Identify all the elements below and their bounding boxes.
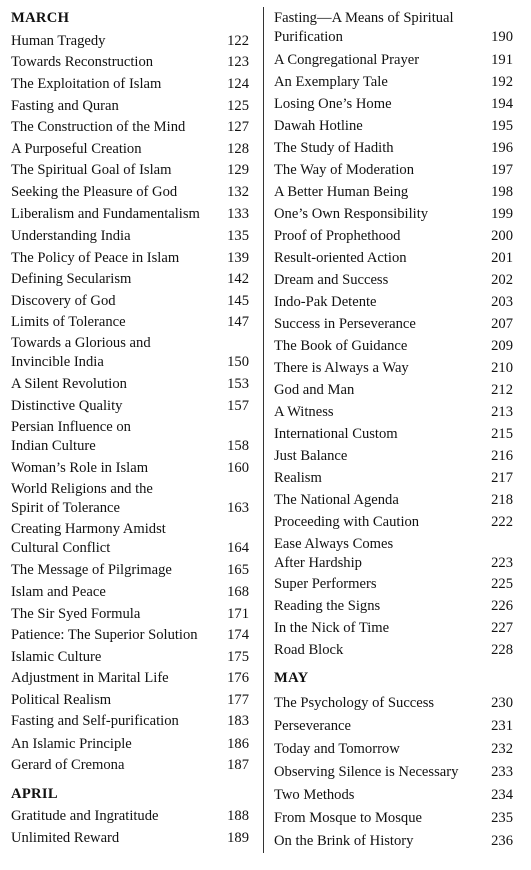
entry-page-number: 188 — [227, 808, 249, 824]
entry-page-number: 132 — [227, 184, 249, 200]
may-heading: MAY — [274, 670, 309, 686]
entry-page-number: 209 — [491, 338, 513, 354]
toc-entry[interactable] — [11, 583, 249, 602]
entry-title: Realism — [274, 470, 322, 486]
toc-entry[interactable] — [11, 118, 249, 137]
toc-entry[interactable] — [274, 786, 513, 805]
entry-page-number: 175 — [227, 649, 249, 665]
toc-entry[interactable] — [11, 97, 249, 116]
toc-entry[interactable] — [274, 51, 513, 70]
toc-entry[interactable] — [274, 447, 513, 466]
entry-title: Result-oriented Action — [274, 250, 407, 266]
entry-page-number: 213 — [491, 404, 513, 420]
entry-page-number: 194 — [491, 96, 513, 112]
entry-title: Perseverance — [274, 718, 351, 734]
entry-page-number: 198 — [491, 184, 513, 200]
entry-title: Patience: The Superior Solution — [11, 627, 198, 643]
entry-title: A Better Human Being — [274, 184, 409, 200]
entry-page-number: 234 — [491, 787, 513, 803]
entry-title: The Book of Guidance — [274, 338, 408, 354]
entry-title: The Exploitation of Islam — [11, 76, 162, 92]
entry-title: Human Tragedy — [11, 33, 106, 49]
toc-entry[interactable] — [274, 9, 513, 47]
entry-page-number: 233 — [491, 764, 513, 780]
toc-entry[interactable] — [11, 334, 249, 372]
toc-entry[interactable] — [274, 740, 513, 759]
entry-title: The Way of Moderation — [274, 162, 414, 178]
entry-title: Creating Harmony Amidst — [11, 521, 166, 537]
entry-title: The Policy of Peace in Islam — [11, 250, 180, 266]
entry-title: Gratitude and Ingratitude — [11, 808, 159, 824]
entry-title: International Custom — [274, 426, 398, 442]
toc-entry[interactable] — [11, 756, 249, 775]
toc-entry[interactable] — [11, 270, 249, 289]
entry-page-number: 189 — [227, 830, 249, 846]
toc-entry[interactable] — [11, 227, 249, 246]
entry-page-number: 187 — [227, 757, 249, 773]
entry-title: Fasting—A Means of Spiritual — [274, 10, 454, 26]
entry-page-number: 165 — [227, 562, 249, 578]
entry-title: Gerard of Cremona — [11, 757, 125, 773]
toc-entry[interactable] — [11, 140, 249, 159]
toc-entry[interactable] — [274, 249, 513, 268]
entry-title: On the Brink of History — [274, 833, 414, 849]
toc-entry[interactable] — [274, 425, 513, 444]
toc-entry[interactable] — [274, 619, 513, 638]
entry-page-number: 171 — [227, 606, 249, 622]
toc-entry[interactable] — [274, 832, 513, 851]
toc-entry[interactable] — [11, 605, 249, 624]
entry-page-number: 202 — [491, 272, 513, 288]
toc-entry[interactable] — [274, 95, 513, 114]
column-divider — [263, 7, 264, 853]
toc-entry[interactable] — [274, 183, 513, 202]
toc-entry[interactable] — [11, 480, 249, 518]
entry-title: Fasting and Quran — [11, 98, 119, 114]
entry-page-number: 157 — [227, 398, 249, 414]
entry-title: The Sir Syed Formula — [11, 606, 141, 622]
entry-page-number: 139 — [227, 250, 249, 266]
entry-title: The Construction of the Mind — [11, 119, 186, 135]
entry-title: Distinctive Quality — [11, 398, 123, 414]
entry-title: Dream and Success — [274, 272, 389, 288]
entry-page-number: 123 — [227, 54, 249, 70]
entry-page-number: 127 — [227, 119, 249, 135]
entry-page-number: 212 — [491, 382, 513, 398]
entry-title: Islamic Culture — [11, 649, 102, 665]
entry-page-number: 200 — [491, 228, 513, 244]
entry-page-number: 218 — [491, 492, 513, 508]
toc-entry[interactable] — [274, 337, 513, 356]
entry-title: There is Always a Way — [274, 360, 409, 376]
entry-title: Political Realism — [11, 692, 112, 708]
entry-page-number: 232 — [491, 741, 513, 757]
entry-page-number: 226 — [491, 598, 513, 614]
toc-entry[interactable] — [11, 735, 249, 754]
entry-title: Proof of Prophethood — [274, 228, 401, 244]
entry-page-number: 183 — [227, 713, 249, 729]
entry-page-number: 191 — [491, 52, 513, 68]
entry-page-number: 196 — [491, 140, 513, 156]
toc-entry[interactable] — [11, 520, 249, 558]
entry-page-number: 201 — [491, 250, 513, 266]
entry-title: Unlimited Reward — [11, 830, 120, 846]
entry-title: A Purposeful Creation — [11, 141, 142, 157]
toc-entry[interactable] — [274, 139, 513, 158]
entry-title: Limits of Tolerance — [11, 314, 126, 330]
entry-title: The Message of Pilgrimage — [11, 562, 172, 578]
toc-entry[interactable] — [11, 53, 249, 72]
entry-title-continued: Invincible India — [11, 354, 104, 370]
entry-page-number: 190 — [491, 29, 513, 45]
entry-title: Today and Tomorrow — [274, 741, 400, 757]
entry-page-number: 210 — [491, 360, 513, 376]
toc-entry[interactable] — [11, 75, 249, 94]
entry-page-number: 128 — [227, 141, 249, 157]
toc-entry[interactable] — [274, 717, 513, 736]
entry-title: Road Block — [274, 642, 344, 658]
entry-title: Towards a Glorious and — [11, 335, 151, 351]
entry-title: Towards Reconstruction — [11, 54, 154, 70]
toc-entry[interactable] — [11, 691, 249, 710]
entry-title: In the Nick of Time — [274, 620, 390, 636]
entry-page-number: 207 — [491, 316, 513, 332]
entry-page-number: 176 — [227, 670, 249, 686]
toc-entry[interactable] — [274, 293, 513, 312]
entry-page-number: 150 — [227, 354, 249, 370]
entry-page-number: 197 — [491, 162, 513, 178]
entry-title: Just Balance — [274, 448, 348, 464]
toc-entry[interactable] — [274, 315, 513, 334]
entry-title: Reading the Signs — [274, 598, 381, 614]
entry-title: An Exemplary Tale — [274, 74, 388, 90]
entry-page-number: 147 — [227, 314, 249, 330]
toc-entry[interactable] — [274, 271, 513, 290]
toc-entry[interactable] — [274, 161, 513, 180]
entry-page-number: 228 — [491, 642, 513, 658]
entry-page-number: 222 — [491, 514, 513, 530]
entry-page-number: 168 — [227, 584, 249, 600]
toc-entry[interactable] — [274, 205, 513, 224]
entry-title: Two Methods — [274, 787, 355, 803]
entry-page-number: 186 — [227, 736, 249, 752]
entry-page-number: 135 — [227, 228, 249, 244]
entry-title: Super Performers — [274, 576, 377, 592]
toc-entry[interactable] — [11, 418, 249, 456]
entry-page-number: 145 — [227, 293, 249, 309]
entry-title: Fasting and Self-purification — [11, 713, 179, 729]
entry-title: World Religions and the — [11, 481, 153, 497]
toc-entry[interactable] — [11, 161, 249, 180]
toc-entry[interactable] — [11, 626, 249, 645]
toc-entry[interactable] — [11, 397, 249, 416]
entry-page-number: 216 — [491, 448, 513, 464]
entry-page-number: 122 — [227, 33, 249, 49]
toc-entry[interactable] — [11, 32, 249, 51]
toc-entry[interactable] — [274, 597, 513, 616]
entry-title-continued: After Hardship — [274, 555, 362, 571]
entry-title: Persian Influence on — [11, 419, 131, 435]
entry-title: A Witness — [274, 404, 334, 420]
toc-entry[interactable] — [11, 669, 249, 688]
entry-title-continued: Cultural Conflict — [11, 540, 111, 556]
entry-page-number: 177 — [227, 692, 249, 708]
entry-page-number: 215 — [491, 426, 513, 442]
entry-title: Dawah Hotline — [274, 118, 363, 134]
toc-entry[interactable] — [274, 491, 513, 510]
entry-page-number: 230 — [491, 695, 513, 711]
entry-title: A Silent Revolution — [11, 376, 127, 392]
entry-title: An Islamic Principle — [11, 736, 132, 752]
toc-entry[interactable] — [11, 807, 249, 826]
entry-page-number: 125 — [227, 98, 249, 114]
entry-title-continued: Spirit of Tolerance — [11, 500, 120, 516]
entry-title: Success in Perseverance — [274, 316, 416, 332]
entry-page-number: 129 — [227, 162, 249, 178]
entry-page-number: 164 — [227, 540, 249, 556]
entry-page-number: 203 — [491, 294, 513, 310]
entry-title: The Psychology of Success — [274, 695, 435, 711]
toc-entry[interactable] — [274, 694, 513, 713]
toc-entry[interactable] — [11, 249, 249, 268]
toc-entry[interactable] — [274, 641, 513, 660]
entry-page-number: 124 — [227, 76, 249, 92]
toc-entry[interactable] — [11, 829, 249, 848]
entry-page-number: 227 — [491, 620, 513, 636]
entry-title-continued: Purification — [274, 29, 343, 45]
entry-page-number: 192 — [491, 74, 513, 90]
entry-title: Seeking the Pleasure of God — [11, 184, 178, 200]
entry-page-number: 199 — [491, 206, 513, 222]
toc-entry[interactable] — [11, 313, 249, 332]
entry-page-number: 142 — [227, 271, 249, 287]
toc-entry[interactable] — [274, 469, 513, 488]
entry-title: God and Man — [274, 382, 355, 398]
toc-entry[interactable] — [11, 712, 249, 731]
entry-page-number: 174 — [227, 627, 249, 643]
entry-title: Understanding India — [11, 228, 131, 244]
toc-entry[interactable] — [11, 459, 249, 478]
toc-entry[interactable] — [274, 575, 513, 594]
toc-entry[interactable] — [11, 205, 249, 224]
entry-page-number: 225 — [491, 576, 513, 592]
entry-title: Woman’s Role in Islam — [11, 460, 149, 476]
entry-title: The Spiritual Goal of Islam — [11, 162, 172, 178]
entry-title: Islam and Peace — [11, 584, 106, 600]
entry-title: Proceeding with Caution — [274, 514, 420, 530]
toc-entry[interactable] — [274, 513, 513, 532]
toc-entry[interactable] — [11, 292, 249, 311]
entry-title: Ease Always Comes — [274, 536, 394, 552]
entry-title: The Study of Hadith — [274, 140, 394, 156]
toc-entry[interactable] — [274, 763, 513, 782]
march-heading: MARCH — [11, 10, 70, 26]
entry-title: Observing Silence is Necessary — [274, 764, 459, 780]
entry-page-number: 160 — [227, 460, 249, 476]
entry-page-number: 133 — [227, 206, 249, 222]
entry-title: Liberalism and Fundamentalism — [11, 206, 200, 222]
entry-title: Indo-Pak Detente — [274, 294, 377, 310]
toc-entry[interactable] — [274, 535, 513, 573]
entry-title: A Congregational Prayer — [274, 52, 420, 68]
april-heading: APRIL — [11, 786, 58, 802]
toc-entry[interactable] — [11, 183, 249, 202]
entry-page-number: 236 — [491, 833, 513, 849]
entry-page-number: 223 — [491, 555, 513, 571]
entry-page-number: 153 — [227, 376, 249, 392]
entry-title-continued: Indian Culture — [11, 438, 96, 454]
entry-page-number: 217 — [491, 470, 513, 486]
toc-entry[interactable] — [274, 403, 513, 422]
toc-entry[interactable] — [274, 117, 513, 136]
entry-title: One’s Own Responsibility — [274, 206, 429, 222]
entry-title: Discovery of God — [11, 293, 116, 309]
entry-title: Adjustment in Marital Life — [11, 670, 169, 686]
toc-entry[interactable] — [274, 809, 513, 828]
entry-page-number: 195 — [491, 118, 513, 134]
entry-page-number: 158 — [227, 438, 249, 454]
toc-entry[interactable] — [274, 359, 513, 378]
toc-entry[interactable] — [11, 648, 249, 667]
entry-page-number: 235 — [491, 810, 513, 826]
toc-entry[interactable] — [11, 561, 249, 580]
toc-entry[interactable] — [274, 381, 513, 400]
entry-title: From Mosque to Mosque — [274, 810, 422, 826]
toc-entry[interactable] — [274, 227, 513, 246]
entry-page-number: 231 — [491, 718, 513, 734]
entry-title: The National Agenda — [274, 492, 399, 508]
entry-page-number: 163 — [227, 500, 249, 516]
entry-title: Defining Secularism — [11, 271, 132, 287]
entry-title: Losing One’s Home — [274, 96, 392, 112]
toc-entry[interactable] — [274, 73, 513, 92]
toc-entry[interactable] — [11, 375, 249, 394]
